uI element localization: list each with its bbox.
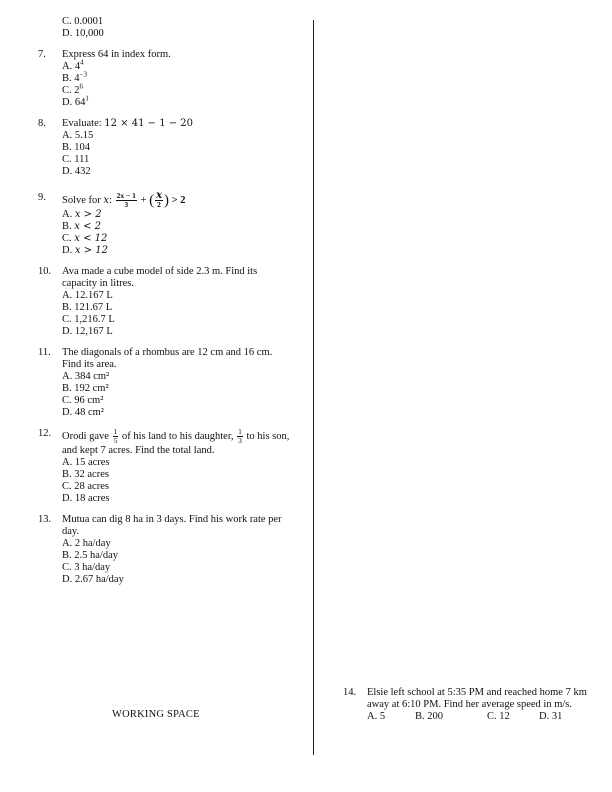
question-10 <box>38 266 293 338</box>
question-number: 13. <box>38 514 52 525</box>
question-text: Ava made a cube model of side 2.3 m. Find its capacity in litres. <box>62 266 258 289</box>
option-d: D. 2.67 ha/day <box>62 574 124 585</box>
question-7 <box>38 49 293 109</box>
question-number: 12. <box>38 428 52 439</box>
option-b: B. 104 <box>62 142 91 153</box>
left-column <box>38 16 293 595</box>
option-d: D. 48 cm² <box>62 407 104 418</box>
question-text: The diagonals of a rhombus are 12 cm and 16 cm. Find its area. <box>62 347 273 370</box>
option-d: D. 12,167 L <box>62 326 113 337</box>
option-d: D. x > 12 <box>62 245 108 256</box>
options-row <box>367 711 598 723</box>
question-number: 10. <box>38 266 52 277</box>
option-c: C. 12 <box>487 711 510 722</box>
option-b: B. x < 2 <box>62 221 102 232</box>
column-divider <box>313 20 314 755</box>
question-text: Express 64 in index form. <box>62 49 171 60</box>
option-b: B. 192 cm² <box>62 383 109 394</box>
question-11 <box>38 347 293 419</box>
option-d: D. 18 acres <box>62 493 110 504</box>
question-13 <box>38 514 293 586</box>
option-a: A. x > 2 <box>62 209 102 220</box>
option-c: C. 28 acres <box>62 481 109 492</box>
option-c: C. 0.0001 <box>62 16 104 27</box>
question-text: Evaluate: 12 × 41 − 1 − 20 <box>62 118 194 129</box>
option-b: B. 2.5 ha/day <box>62 550 118 561</box>
option-b: B. 121.67 L <box>62 302 113 313</box>
option-c: C. 1,216.7 L <box>62 314 115 325</box>
option-a: A. 12.167 L <box>62 290 113 301</box>
question-text: Orodi gave $\frac{1}{5}$ of his land to his daughter, $\frac{1}{3}$ to his son, and kept 7 acres. Find the total land. <box>62 427 290 456</box>
option-b: B. $4^{-3}$ <box>62 70 87 84</box>
question-6-tail <box>38 16 293 40</box>
option-a: A. 5.15 <box>62 130 94 141</box>
question-number: 8. <box>38 118 46 129</box>
option-c: C. 96 cm² <box>62 395 104 406</box>
option-d: D. $64^1$ <box>62 94 89 108</box>
expression: 12 × 41 − 1 − 20 <box>104 118 194 129</box>
option-d: D. 432 <box>62 166 91 177</box>
option-b: B. 32 acres <box>62 469 109 480</box>
working-space-label: WORKING SPACE <box>112 709 200 720</box>
option-b: B. 200 <box>415 711 444 722</box>
question-12 <box>38 428 293 505</box>
option-c: C. $2^6$ <box>62 82 84 96</box>
fraction: $\frac{2x - 1}{3}$ <box>116 191 136 209</box>
question-14 <box>343 687 598 723</box>
fraction: $\frac{1}{5}$ <box>113 427 118 445</box>
option-c: C. 111 <box>62 154 90 165</box>
question-text: Solve for x: $\frac{2x - 1}{3}$ + ( $\frac{x}{2}$ ) > 2 <box>62 190 186 209</box>
question-9 <box>38 192 293 257</box>
option-c: C. x < 12 <box>62 233 108 244</box>
question-number: 7. <box>38 49 46 60</box>
fraction: $\frac{1}{3}$ <box>238 427 242 445</box>
question-8 <box>38 118 293 178</box>
question-text: Mutua can dig 8 ha in 3 days. Find his work rate per day. <box>62 514 282 537</box>
question-number: 9. <box>38 192 46 203</box>
option-d: D. 10,000 <box>62 28 104 39</box>
option-a: A. 384 cm² <box>62 371 110 382</box>
option-c: C. 3 ha/day <box>62 562 111 573</box>
option-a: A. 2 ha/day <box>62 538 111 549</box>
question-number: 11. <box>38 347 51 358</box>
question-number: 14. <box>343 687 357 698</box>
option-a: A. $4^4$ <box>62 58 84 72</box>
fraction: $\frac{x}{2}$ <box>156 190 163 209</box>
option-a: A. 15 acres <box>62 457 110 468</box>
right-column <box>343 687 598 732</box>
question-text: Elsie left school at 5:35 PM and reached home 7 km away at 6:10 PM. Find her average speed in m/s. <box>367 687 587 710</box>
option-d: D. 31 <box>539 711 563 722</box>
option-a: A. 5 <box>367 711 386 722</box>
